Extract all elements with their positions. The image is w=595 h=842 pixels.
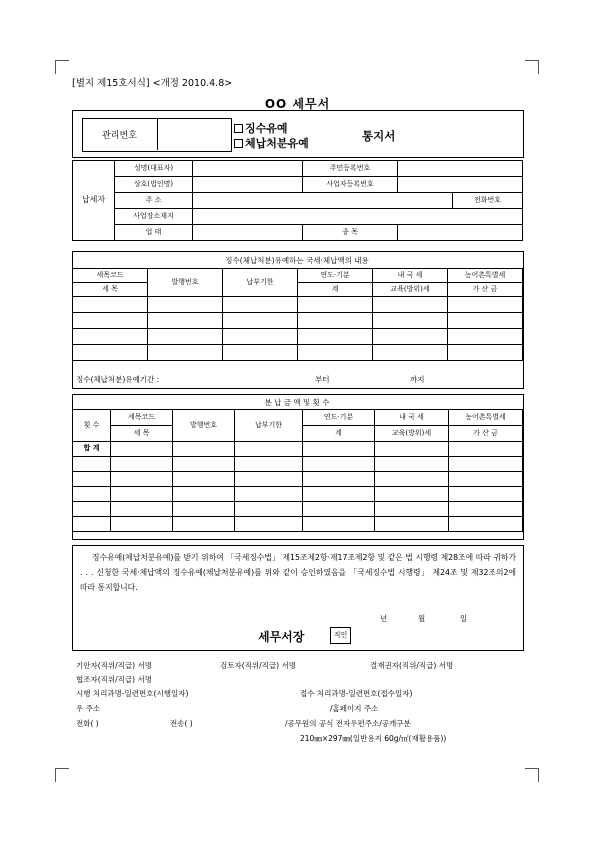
biz-no-label: 사업자등록번호 <box>303 177 398 193</box>
fax: 전송( ) <box>170 719 193 728</box>
company-label: 상호(법인명) <box>115 177 193 193</box>
sum-label: 합 계 <box>73 442 111 457</box>
tax-office-title: OO 세무서 <box>264 97 331 111</box>
section1-table <box>72 268 523 361</box>
col-year: 연도·기분 <box>303 410 375 426</box>
notice-label: 통지서 <box>362 129 396 143</box>
col-total: 계 <box>298 283 373 297</box>
col-doc-no: 발행번호 <box>173 410 235 442</box>
date-month: 월 <box>418 614 426 623</box>
option-disposition-deferral[interactable] <box>234 135 309 151</box>
official-seal: 직인 <box>330 627 351 644</box>
checkbox-icon[interactable] <box>234 139 243 148</box>
section1-title: 징수(체납처분)유예하는 국세·체납액의 내용 <box>225 256 369 265</box>
col-year: 연도·기분 <box>298 269 373 283</box>
col-total: 계 <box>303 426 375 442</box>
option-label: 체납처분유예 <box>245 137 309 150</box>
mgmt-label: 관리번호 <box>102 131 137 141</box>
table-row <box>73 502 523 517</box>
business-field[interactable] <box>193 225 303 241</box>
col-penalty: 가 산 금 <box>449 426 523 442</box>
section2-title: 분 납 금 액 및 횟 수 <box>264 398 330 407</box>
phone-label: 전화번호 <box>453 193 523 209</box>
col-due: 납부기한 <box>223 269 298 297</box>
item-label: 종 목 <box>303 225 398 241</box>
col-penalty: 가 산 금 <box>448 283 523 297</box>
address-label: 주 소 <box>115 193 193 209</box>
col-rural: 농어촌특별세 <box>449 410 523 426</box>
taxpayer-table <box>72 160 523 241</box>
signer-title: 세무서장 <box>258 630 305 644</box>
col-doc-no: 발행번호 <box>148 269 223 297</box>
reviewer: 검토자(직위/직급) 서명 <box>220 661 296 670</box>
table-row <box>73 329 523 345</box>
table-row <box>73 517 523 532</box>
table-row <box>73 472 523 487</box>
address-field[interactable] <box>193 193 453 209</box>
col-code: 세목코드 <box>73 269 148 283</box>
date-day: 일 <box>460 614 468 623</box>
date-year: 년 <box>380 614 388 623</box>
drafter: 기안자(직위/직급) 서명 <box>76 661 152 670</box>
postal-address: 우 주소 <box>76 704 101 713</box>
receipt: 접수 처리과명-일련번호(접수일자) <box>300 689 413 698</box>
sum-row <box>73 442 523 457</box>
biz-no-field[interactable] <box>398 177 523 193</box>
table-row <box>73 487 523 502</box>
col-tax-item: 세 목 <box>111 426 173 442</box>
option-label: 징수유예 <box>245 122 288 135</box>
paper-spec: 210㎜×297㎜(일반용지 60g/㎡(재활용품)) <box>300 734 447 743</box>
taxpayer-label: 납세자 <box>73 161 115 241</box>
name-field[interactable] <box>193 161 303 177</box>
col-code: 세목코드 <box>111 410 173 426</box>
biz-place-label: 사업장소재지 <box>115 209 193 225</box>
col-national: 내 국 세 <box>375 410 449 426</box>
period-to: 까지 <box>410 375 425 384</box>
name-label: 성명(대표자) <box>115 161 193 177</box>
col-count: 횟 수 <box>73 410 111 442</box>
enforcement: 시행 처리과명-일련번호(시행일자) <box>76 689 189 698</box>
company-field[interactable] <box>193 177 303 193</box>
phone: 전화( ) <box>76 719 99 728</box>
table-row <box>73 297 523 313</box>
col-edu: 교육(방위)세 <box>373 283 448 297</box>
form-number: [별지 제15호서식] <개정 2010.4.8> <box>72 78 233 89</box>
col-due: 납부기한 <box>235 410 303 442</box>
business-label: 업 태 <box>115 225 193 241</box>
table-row <box>73 457 523 472</box>
option-collection-deferral[interactable] <box>234 120 288 136</box>
item-field[interactable] <box>398 225 523 241</box>
resident-no-field[interactable] <box>398 161 523 177</box>
col-tax-item: 세 목 <box>73 283 148 297</box>
table-row <box>73 313 523 329</box>
homepage: /홈페이지 주소 <box>330 704 379 713</box>
period-from: 부터 <box>315 375 330 384</box>
period-label: 징수(체납처분)유예기간 : <box>76 375 160 384</box>
statement-text: 징수유예(체납처분유예)를 받기 위하여 「국세징수법」 제15조제2항·제17조제2항 및 같은 법 시행령 제28조에 따라 귀하가 . . . 신청한 국세·체납액의 징수유예(체납처분유예)를 위와 같이 승인하였음을 「국세징수법 시행령」 제24조 및 제32조의2에 따라 통지합니다. <box>80 553 516 592</box>
approver: 결재권자(직위/직급) 서명 <box>370 661 454 670</box>
col-rural: 농어촌특별세 <box>448 269 523 283</box>
resident-no-label: 주민등록번호 <box>303 161 398 177</box>
table-row <box>73 345 523 361</box>
checkbox-icon[interactable] <box>234 124 243 133</box>
section2-table <box>72 409 523 532</box>
col-edu: 교육(방위)세 <box>375 426 449 442</box>
cooperator: 협조자(직위/직급) 서명 <box>76 675 152 684</box>
col-national: 내 국 세 <box>373 269 448 283</box>
email-disclosure: /공무원의 공식 전자우편주소/공개구분 <box>285 719 411 728</box>
biz-place-field[interactable] <box>193 209 523 225</box>
